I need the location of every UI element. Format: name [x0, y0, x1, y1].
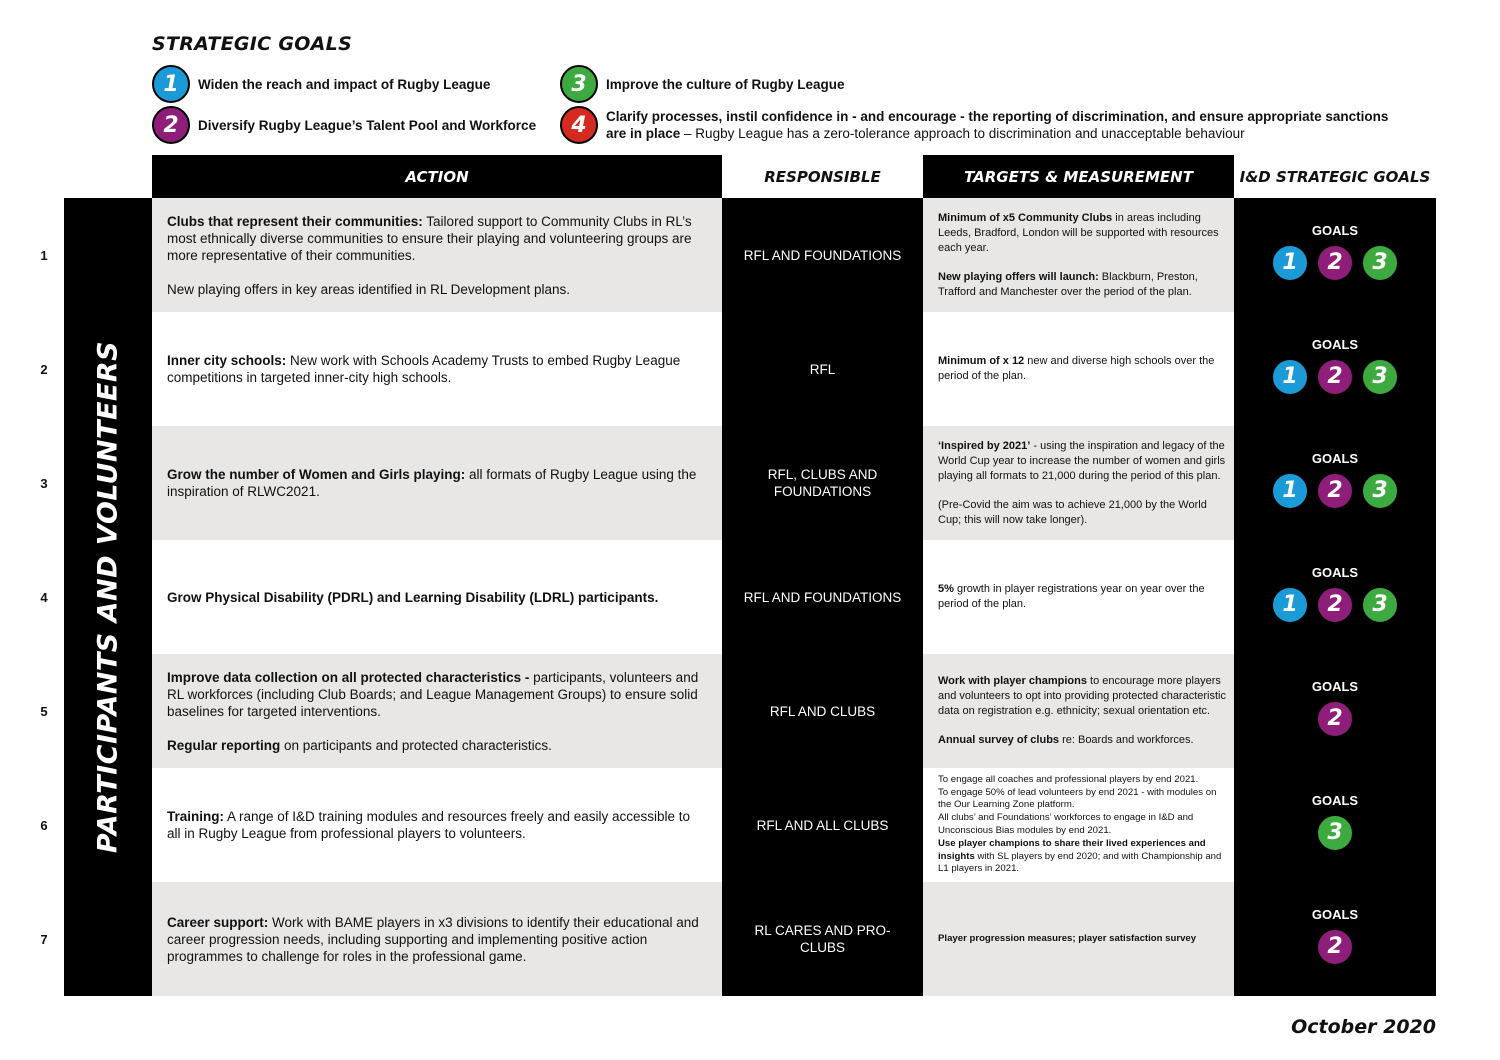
goal-4-badge-icon: 4	[560, 106, 598, 144]
action-text: A range of I&D training modules and resources freely and easily accessible to all in Rugby League from professional players to volunteers.	[167, 809, 691, 841]
responsible-cell: RFL, CLUBS AND FOUNDATIONS	[722, 426, 923, 540]
target-cell	[923, 540, 1234, 654]
goals-cell	[1234, 882, 1436, 996]
header-targets: TARGETS & MEASUREMENT	[923, 155, 1234, 198]
goal-2-badge-icon: 2	[1316, 700, 1354, 738]
target-text: with SL players by end 2020; and with Championship and L1 players in 2021.	[938, 850, 1222, 875]
goal-3-badge-icon: 3	[560, 65, 598, 103]
table-row	[40, 426, 1436, 540]
target-bold: New playing offers will launch:	[938, 270, 1099, 283]
goal-2-badge-icon: 2	[1316, 244, 1354, 282]
target-text: re: Boards and workforces.	[1059, 734, 1194, 746]
responsible-cell: RFL AND ALL CLUBS	[722, 768, 923, 882]
goals-cell	[1234, 312, 1436, 426]
action-cell	[152, 198, 722, 312]
action-bold: Clubs that represent their communities:	[167, 213, 423, 229]
target-cell	[923, 426, 1234, 540]
action-text: New work with Schools Academy Trusts to embed Rugby League competitions in targeted inner-city high schools.	[167, 353, 681, 385]
target-text: growth in player registrations year on year over the period of the plan.	[938, 583, 1205, 610]
legend-text-4	[606, 108, 1410, 142]
goal-1-badge-icon: 1	[152, 65, 190, 103]
goals-label: GOALS	[1311, 564, 1359, 580]
goal-2-badge-icon: 2	[1316, 928, 1354, 966]
goals-label: GOALS	[1311, 450, 1359, 466]
target-bold: Minimum of x 12	[938, 355, 1025, 367]
target-line: All clubs’ and Foundations’ workforces to engage in I&D and Unconscious Bias modules by end 2021.	[938, 812, 1194, 836]
goal-1-badge-icon: 1	[1271, 244, 1309, 282]
header-responsible: RESPONSIBLE	[764, 167, 881, 186]
target-bold: Player progression measures; player satisfaction survey	[938, 932, 1197, 944]
goal-2-badge-icon: 2	[1316, 472, 1354, 510]
goals-cell	[1234, 654, 1436, 768]
goal-3-badge-icon: 3	[1361, 358, 1399, 396]
legend-item-2	[152, 106, 536, 144]
action-bold: Career support:	[167, 914, 269, 930]
target-cell	[923, 882, 1234, 996]
action-extra: New playing offers in key areas identified in RL Development plans.	[167, 281, 570, 297]
goal-3-badge-icon: 3	[1361, 244, 1399, 282]
row-number: 7	[40, 932, 48, 947]
action-text: on participants and protected characteristics.	[280, 737, 552, 753]
table-row	[40, 198, 1436, 312]
responsible-cell: RFL	[722, 312, 923, 426]
responsible-cell: RL CARES AND PRO-CLUBS	[722, 882, 923, 996]
target-text: to encourage more players and volunteers to opt into providing protected characteristic data on registration e.g. ethnicity; sexual orientation etc.	[938, 675, 1226, 717]
goal-1-badge-icon: 1	[1271, 358, 1309, 396]
goal-1-badge-icon: 1	[1271, 586, 1309, 624]
header-goals: I&D STRATEGIC GOALS	[1239, 167, 1431, 186]
target-text: (Pre-Covid the aim was to achieve 21,000 by the World Cup; this will now take longer).	[938, 498, 1207, 526]
table-row	[40, 654, 1436, 768]
action-cell	[152, 654, 722, 768]
action-cell	[152, 768, 722, 882]
goals-label: GOALS	[1311, 336, 1359, 352]
table-row	[40, 768, 1436, 882]
action-bold: Inner city schools:	[167, 353, 287, 368]
goal-1-badge-icon: 1	[1271, 472, 1309, 510]
action-cell	[152, 882, 722, 996]
responsible-cell: RFL AND CLUBS	[722, 654, 923, 768]
legend-text-4-light: – Rugby League has a zero-tolerance approach to discrimination and unacceptable behaviour	[680, 126, 1245, 141]
goals-label: GOALS	[1311, 678, 1359, 694]
goals-cell	[1234, 426, 1436, 540]
goals-label: GOALS	[1311, 792, 1359, 808]
legend-text-3: Improve the culture of Rugby League	[606, 76, 845, 92]
target-text: - using the inspiration and legacy of the World Cup year to increase the number of women and girls playing all formats to 21,000 during the period of this plan.	[938, 439, 1226, 482]
action-bold: Training:	[167, 809, 224, 824]
target-text: in areas including Leeds, Bradford, London will be supported with resources each year.	[938, 211, 1219, 254]
action-bold: Grow the number of Women and Girls playing:	[167, 467, 466, 482]
target-cell	[923, 654, 1234, 768]
target-bold: Annual survey of clubs	[938, 734, 1060, 746]
header-action: ACTION	[152, 155, 722, 198]
target-cell	[923, 312, 1234, 426]
row-number: 1	[40, 248, 48, 263]
goal-2-badge-icon: 2	[152, 106, 190, 144]
page-title: STRATEGIC GOALS	[152, 33, 353, 55]
row-number: 5	[40, 704, 48, 719]
goals-label: GOALS	[1311, 906, 1359, 922]
action-cell	[152, 540, 722, 654]
target-bold: ‘Inspired by 2021’	[938, 439, 1031, 452]
row-number: 6	[40, 818, 48, 833]
legend-item-1	[152, 65, 490, 103]
action-text: Tailored support to Community Clubs in RL’s most ethnically diverse communities to ensure their playing and volunteering groups are more representative of their communities.	[167, 213, 692, 263]
row-number: 3	[40, 476, 48, 491]
table-row	[40, 540, 1436, 654]
goals-cell	[1234, 768, 1436, 882]
goal-2-badge-icon: 2	[1316, 358, 1354, 396]
table-row	[40, 882, 1436, 996]
legend-item-4	[560, 106, 1410, 144]
action-cell	[152, 312, 722, 426]
goals-label: GOALS	[1311, 222, 1359, 238]
action-text: participants, volunteers and RL workforces (including Club Boards; and League Management Groups) to ensure solid baselines for targeted interventions.	[167, 669, 699, 719]
action-cell	[152, 426, 722, 540]
target-line: To engage 50% of lead volunteers by end 2021 - with modules on the Our Learning Zone platform.	[938, 786, 1217, 811]
target-line: To engage all coaches and professional players by end 2021.	[938, 773, 1199, 785]
target-bold: Use player champions to share their lived experiences and insights	[938, 837, 1206, 862]
target-bold: Minimum of x5 Community Clubs	[938, 211, 1113, 224]
target-bold: 5%	[938, 583, 954, 595]
date-footer: October 2020	[1291, 1016, 1436, 1038]
responsible-cell: RFL AND FOUNDATIONS	[722, 198, 923, 312]
legend-text-4-bold: Clarify processes, instil confidence in - and encourage - the reporting of discrimination, and ensure appropriate sanctions are in place	[606, 109, 1389, 141]
target-text: new and diverse high schools over the period of the plan.	[938, 355, 1215, 382]
legend-text-2: Diversify Rugby League’s Talent Pool and Workforce	[198, 117, 537, 133]
action-bold: Regular reporting	[167, 737, 281, 753]
legend-item-3	[560, 65, 845, 103]
target-text: Blackburn, Preston, Trafford and Manchester over the period of the plan.	[938, 270, 1198, 298]
legend-text-1: Widen the reach and impact of Rugby League	[198, 76, 491, 92]
action-text: Work with BAME players in x3 divisions to identify their educational and career progression needs, including supporting and implementing positive action programmes to challenge for roles in the professional game.	[167, 914, 699, 964]
section-label: PARTICIPANTS AND VOLUNTEERS	[92, 340, 124, 854]
target-bold: Work with player champions	[938, 675, 1087, 687]
target-cell	[923, 768, 1234, 882]
goal-3-badge-icon: 3	[1361, 472, 1399, 510]
row-number: 4	[40, 590, 48, 605]
action-text: all formats of Rugby League using the inspiration of RLWC2021.	[167, 467, 697, 499]
target-cell	[923, 198, 1234, 312]
goal-2-badge-icon: 2	[1316, 586, 1354, 624]
table-row	[40, 312, 1436, 426]
goals-cell	[1234, 540, 1436, 654]
row-number: 2	[40, 362, 48, 377]
action-bold: Grow Physical Disability (PDRL) and Learning Disability (LDRL) participants.	[167, 589, 659, 605]
goal-3-badge-icon: 3	[1361, 586, 1399, 624]
action-bold: Improve data collection on all protected characteristics -	[167, 669, 530, 685]
responsible-cell: RFL AND FOUNDATIONS	[722, 540, 923, 654]
goal-3-badge-icon: 3	[1316, 814, 1354, 852]
goals-cell	[1234, 198, 1436, 312]
